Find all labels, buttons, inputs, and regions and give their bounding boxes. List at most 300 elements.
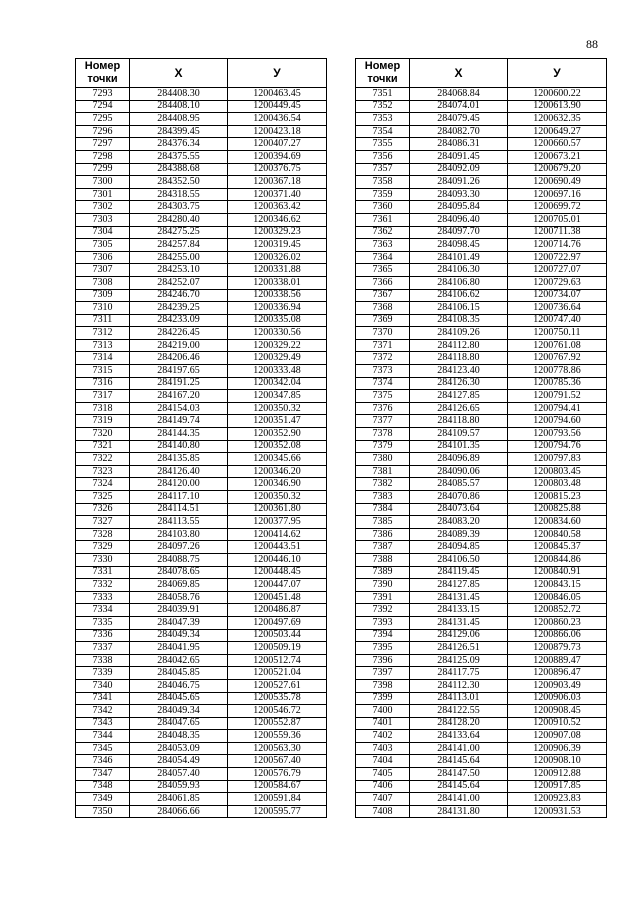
table-row [76, 553, 327, 566]
point-number-cell: 7348 [76, 780, 130, 793]
y-coordinate-cell: 1200794.41 [508, 402, 607, 415]
y-coordinate-cell: 1200326.02 [228, 251, 327, 264]
x-coordinate-cell: 284219.00 [130, 339, 228, 352]
header-point-number-line1: Номер [84, 60, 121, 72]
point-number-cell: 7386 [356, 528, 410, 541]
y-coordinate-cell: 1200736.64 [508, 302, 607, 315]
x-coordinate-cell: 284131.45 [410, 616, 508, 629]
table-row [356, 541, 607, 554]
y-coordinate-cell: 1200917.85 [508, 780, 607, 793]
x-coordinate-cell: 284085.57 [410, 478, 508, 491]
y-coordinate-cell: 1200903.49 [508, 679, 607, 692]
table-row [76, 453, 327, 466]
point-number-cell: 7352 [356, 100, 410, 113]
table-row [356, 415, 607, 428]
x-coordinate-cell: 284103.80 [130, 528, 228, 541]
y-coordinate-cell: 1200448.45 [228, 566, 327, 579]
point-number-cell: 7395 [356, 642, 410, 655]
table-row [356, 352, 607, 365]
x-coordinate-cell: 284090.06 [410, 465, 508, 478]
point-number-cell: 7320 [76, 428, 130, 441]
x-coordinate-cell: 284079.45 [410, 113, 508, 126]
table-row [356, 138, 607, 151]
x-coordinate-cell: 284073.64 [410, 503, 508, 516]
x-coordinate-cell: 284131.45 [410, 591, 508, 604]
y-coordinate-cell: 1200840.58 [508, 528, 607, 541]
x-coordinate-cell: 284127.85 [410, 579, 508, 592]
x-coordinate-cell: 284408.10 [130, 100, 228, 113]
y-coordinate-cell: 1200714.76 [508, 239, 607, 252]
point-number-cell: 7312 [76, 327, 130, 340]
point-number-cell: 7391 [356, 591, 410, 604]
point-number-cell: 7379 [356, 440, 410, 453]
y-coordinate-cell: 1200414.62 [228, 528, 327, 541]
x-coordinate-cell: 284106.80 [410, 276, 508, 289]
point-number-cell: 7368 [356, 302, 410, 315]
x-coordinate-cell: 284253.10 [130, 264, 228, 277]
table-row [76, 226, 327, 239]
table-row [356, 805, 607, 818]
point-number-cell: 7390 [356, 579, 410, 592]
x-coordinate-cell: 284098.45 [410, 239, 508, 252]
x-coordinate-cell: 284113.55 [130, 516, 228, 529]
x-coordinate-cell: 284133.64 [410, 730, 508, 743]
table-row [76, 163, 327, 176]
x-coordinate-cell: 284095.84 [410, 201, 508, 214]
x-coordinate-cell: 284352.50 [130, 176, 228, 189]
table-row [356, 100, 607, 113]
page-number: 88 [586, 37, 598, 51]
x-coordinate-cell: 284088.75 [130, 553, 228, 566]
y-coordinate-cell: 1200346.20 [228, 465, 327, 478]
table-row [76, 377, 327, 390]
y-coordinate-cell: 1200352.08 [228, 440, 327, 453]
y-coordinate-cell: 1200690.49 [508, 176, 607, 189]
point-number-cell: 7384 [356, 503, 410, 516]
point-number-cell: 7354 [356, 125, 410, 138]
x-coordinate-cell: 284275.25 [130, 226, 228, 239]
point-number-cell: 7387 [356, 541, 410, 554]
header-y: У [228, 59, 327, 88]
x-coordinate-cell: 284239.25 [130, 302, 228, 315]
table-row [356, 579, 607, 592]
point-number-cell: 7365 [356, 264, 410, 277]
point-number-cell: 7349 [76, 793, 130, 806]
point-number-cell: 7392 [356, 604, 410, 617]
x-coordinate-cell: 284145.64 [410, 780, 508, 793]
y-coordinate-cell: 1200535.78 [228, 692, 327, 705]
x-coordinate-cell: 284092.09 [410, 163, 508, 176]
table-row [76, 491, 327, 504]
x-coordinate-cell: 284082.70 [410, 125, 508, 138]
y-coordinate-cell: 1200335.08 [228, 314, 327, 327]
point-number-cell: 7406 [356, 780, 410, 793]
table-row [356, 692, 607, 705]
y-coordinate-cell: 1200825.88 [508, 503, 607, 516]
y-coordinate-cell: 1200552.87 [228, 717, 327, 730]
table-row [356, 742, 607, 755]
table-row [76, 705, 327, 718]
table-row [356, 327, 607, 340]
point-number-cell: 7308 [76, 276, 130, 289]
point-number-cell: 7329 [76, 541, 130, 554]
point-number-cell: 7314 [76, 352, 130, 365]
table-row [356, 465, 607, 478]
x-coordinate-cell: 284131.80 [410, 805, 508, 818]
y-coordinate-cell: 1200333.48 [228, 365, 327, 378]
point-number-cell: 7335 [76, 616, 130, 629]
table-header-row [76, 59, 327, 88]
y-coordinate-cell: 1200906.03 [508, 692, 607, 705]
y-coordinate-cell: 1200371.40 [228, 188, 327, 201]
point-number-cell: 7373 [356, 365, 410, 378]
y-coordinate-cell: 1200767.92 [508, 352, 607, 365]
y-coordinate-cell: 1200750.11 [508, 327, 607, 340]
point-number-cell: 7315 [76, 365, 130, 378]
y-coordinate-cell: 1200727.07 [508, 264, 607, 277]
coordinates-table-right [355, 58, 607, 818]
point-number-cell: 7295 [76, 113, 130, 126]
y-coordinate-cell: 1200815.23 [508, 491, 607, 504]
table-row [356, 239, 607, 252]
point-number-cell: 7382 [356, 478, 410, 491]
x-coordinate-cell: 284109.26 [410, 327, 508, 340]
point-number-cell: 7370 [356, 327, 410, 340]
point-number-cell: 7367 [356, 289, 410, 302]
table-row [356, 276, 607, 289]
y-coordinate-cell: 1200563.30 [228, 742, 327, 755]
y-coordinate-cell: 1200407.27 [228, 138, 327, 151]
x-coordinate-cell: 284106.30 [410, 264, 508, 277]
table-row [356, 365, 607, 378]
point-number-cell: 7332 [76, 579, 130, 592]
x-coordinate-cell: 284117.10 [130, 491, 228, 504]
point-number-cell: 7304 [76, 226, 130, 239]
y-coordinate-cell: 1200497.69 [228, 616, 327, 629]
y-coordinate-cell: 1200546.72 [228, 705, 327, 718]
table-row [356, 642, 607, 655]
x-coordinate-cell: 284280.40 [130, 213, 228, 226]
x-coordinate-cell: 284255.00 [130, 251, 228, 264]
table-row [76, 541, 327, 554]
table-row [356, 503, 607, 516]
table-row [76, 100, 327, 113]
table-row [76, 717, 327, 730]
x-coordinate-cell: 284058.76 [130, 591, 228, 604]
y-coordinate-cell: 1200329.23 [228, 226, 327, 239]
x-coordinate-cell: 284106.15 [410, 302, 508, 315]
point-number-cell: 7323 [76, 465, 130, 478]
table-row [356, 516, 607, 529]
y-coordinate-cell: 1200331.88 [228, 264, 327, 277]
point-number-cell: 7318 [76, 402, 130, 415]
point-number-cell: 7383 [356, 491, 410, 504]
point-number-cell: 7342 [76, 705, 130, 718]
table-row [76, 251, 327, 264]
point-number-cell: 7297 [76, 138, 130, 151]
x-coordinate-cell: 284083.20 [410, 516, 508, 529]
point-number-cell: 7339 [76, 667, 130, 680]
x-coordinate-cell: 284106.62 [410, 289, 508, 302]
x-coordinate-cell: 284112.30 [410, 679, 508, 692]
table-row [76, 730, 327, 743]
table-row [76, 176, 327, 189]
y-coordinate-cell: 1200860.23 [508, 616, 607, 629]
table-row [76, 742, 327, 755]
table-row [76, 302, 327, 315]
y-coordinate-cell: 1200521.04 [228, 667, 327, 680]
y-coordinate-cell: 1200840.91 [508, 566, 607, 579]
table-row [76, 138, 327, 151]
point-number-cell: 7401 [356, 717, 410, 730]
table-row [76, 402, 327, 415]
y-coordinate-cell: 1200367.18 [228, 176, 327, 189]
y-coordinate-cell: 1200907.08 [508, 730, 607, 743]
table-row [76, 503, 327, 516]
header-x: X [410, 59, 508, 88]
header-point-number-line2: точки [367, 73, 398, 85]
x-coordinate-cell: 284144.35 [130, 428, 228, 441]
y-coordinate-cell: 1200785.36 [508, 377, 607, 390]
point-number-cell: 7334 [76, 604, 130, 617]
y-coordinate-cell: 1200866.06 [508, 629, 607, 642]
coordinates-table-left [75, 58, 327, 818]
x-coordinate-cell: 284191.25 [130, 377, 228, 390]
table-row [76, 213, 327, 226]
y-coordinate-cell: 1200527.61 [228, 679, 327, 692]
y-coordinate-cell: 1200463.45 [228, 88, 327, 101]
point-number-cell: 7371 [356, 339, 410, 352]
table-row [76, 629, 327, 642]
x-coordinate-cell: 284118.80 [410, 415, 508, 428]
table-row [356, 730, 607, 743]
point-number-cell: 7303 [76, 213, 130, 226]
point-number-cell: 7331 [76, 566, 130, 579]
point-number-cell: 7404 [356, 755, 410, 768]
point-number-cell: 7319 [76, 415, 130, 428]
point-number-cell: 7357 [356, 163, 410, 176]
point-number-cell: 7327 [76, 516, 130, 529]
x-coordinate-cell: 284046.75 [130, 679, 228, 692]
point-number-cell: 7316 [76, 377, 130, 390]
x-coordinate-cell: 284053.09 [130, 742, 228, 755]
point-number-cell: 7328 [76, 528, 130, 541]
x-coordinate-cell: 284233.09 [130, 314, 228, 327]
table-row [76, 692, 327, 705]
x-coordinate-cell: 284147.50 [410, 768, 508, 781]
x-coordinate-cell: 284091.26 [410, 176, 508, 189]
y-coordinate-cell: 1200486.87 [228, 604, 327, 617]
x-coordinate-cell: 284126.51 [410, 642, 508, 655]
y-coordinate-cell: 1200329.49 [228, 352, 327, 365]
x-coordinate-cell: 284042.65 [130, 654, 228, 667]
table-row [76, 465, 327, 478]
y-coordinate-cell: 1200345.66 [228, 453, 327, 466]
point-number-cell: 7325 [76, 491, 130, 504]
point-number-cell: 7361 [356, 213, 410, 226]
table-row [356, 213, 607, 226]
point-number-cell: 7336 [76, 629, 130, 642]
table-row [356, 616, 607, 629]
y-coordinate-cell: 1200576.79 [228, 768, 327, 781]
y-coordinate-cell: 1200330.56 [228, 327, 327, 340]
point-number-cell: 7351 [356, 88, 410, 101]
y-coordinate-cell: 1200794.60 [508, 415, 607, 428]
y-coordinate-cell: 1200889.47 [508, 654, 607, 667]
table-row [356, 629, 607, 642]
point-number-cell: 7389 [356, 566, 410, 579]
point-number-cell: 7385 [356, 516, 410, 529]
x-coordinate-cell: 284048.35 [130, 730, 228, 743]
x-coordinate-cell: 284118.80 [410, 352, 508, 365]
table-header-row [356, 59, 607, 88]
y-coordinate-cell: 1200791.52 [508, 390, 607, 403]
header-point-number-line2: точки [87, 73, 118, 85]
y-coordinate-cell: 1200923.83 [508, 793, 607, 806]
y-coordinate-cell: 1200559.36 [228, 730, 327, 743]
y-coordinate-cell: 1200729.63 [508, 276, 607, 289]
x-coordinate-cell: 284226.45 [130, 327, 228, 340]
point-number-cell: 7299 [76, 163, 130, 176]
x-coordinate-cell: 284101.49 [410, 251, 508, 264]
x-coordinate-cell: 284061.85 [130, 793, 228, 806]
x-coordinate-cell: 284128.20 [410, 717, 508, 730]
table-row [76, 805, 327, 818]
table-row [76, 780, 327, 793]
y-coordinate-cell: 1200509.19 [228, 642, 327, 655]
point-number-cell: 7359 [356, 188, 410, 201]
table-row [356, 717, 607, 730]
table-row [76, 201, 327, 214]
y-coordinate-cell: 1200747.40 [508, 314, 607, 327]
x-coordinate-cell: 284108.35 [410, 314, 508, 327]
x-coordinate-cell: 284375.55 [130, 150, 228, 163]
point-number-cell: 7380 [356, 453, 410, 466]
y-coordinate-cell: 1200834.60 [508, 516, 607, 529]
point-number-cell: 7302 [76, 201, 130, 214]
point-number-cell: 7403 [356, 742, 410, 755]
x-coordinate-cell: 284070.86 [410, 491, 508, 504]
x-coordinate-cell: 284112.80 [410, 339, 508, 352]
table-row [76, 793, 327, 806]
x-coordinate-cell: 284039.91 [130, 604, 228, 617]
table-row [76, 415, 327, 428]
y-coordinate-cell: 1200761.08 [508, 339, 607, 352]
point-number-cell: 7307 [76, 264, 130, 277]
y-coordinate-cell: 1200319.45 [228, 239, 327, 252]
table-row [356, 793, 607, 806]
y-coordinate-cell: 1200350.32 [228, 491, 327, 504]
table-row [356, 390, 607, 403]
table-row [356, 705, 607, 718]
table-row [356, 226, 607, 239]
table-row [356, 314, 607, 327]
table-row [356, 667, 607, 680]
x-coordinate-cell: 284096.89 [410, 453, 508, 466]
table-row [76, 679, 327, 692]
header-y: У [508, 59, 607, 88]
y-coordinate-cell: 1200595.77 [228, 805, 327, 818]
point-number-cell: 7306 [76, 251, 130, 264]
point-number-cell: 7345 [76, 742, 130, 755]
point-number-cell: 7343 [76, 717, 130, 730]
x-coordinate-cell: 284097.26 [130, 541, 228, 554]
point-number-cell: 7400 [356, 705, 410, 718]
point-number-cell: 7296 [76, 125, 130, 138]
table-row [356, 251, 607, 264]
point-number-cell: 7341 [76, 692, 130, 705]
table-row [76, 604, 327, 617]
table-row [356, 755, 607, 768]
x-coordinate-cell: 284126.30 [410, 377, 508, 390]
x-coordinate-cell: 284096.40 [410, 213, 508, 226]
table-row [76, 390, 327, 403]
point-number-cell: 7375 [356, 390, 410, 403]
table-row [76, 352, 327, 365]
x-coordinate-cell: 284408.30 [130, 88, 228, 101]
table-row [76, 654, 327, 667]
point-number-cell: 7326 [76, 503, 130, 516]
point-number-cell: 7305 [76, 239, 130, 252]
point-number-cell: 7377 [356, 415, 410, 428]
x-coordinate-cell: 284114.51 [130, 503, 228, 516]
table-row [356, 125, 607, 138]
y-coordinate-cell: 1200896.47 [508, 667, 607, 680]
x-coordinate-cell: 284154.03 [130, 402, 228, 415]
point-number-cell: 7363 [356, 239, 410, 252]
table-row [76, 339, 327, 352]
point-number-cell: 7405 [356, 768, 410, 781]
table-row [76, 289, 327, 302]
table-row [356, 339, 607, 352]
point-number-cell: 7366 [356, 276, 410, 289]
table-row [76, 327, 327, 340]
y-coordinate-cell: 1200649.27 [508, 125, 607, 138]
x-coordinate-cell: 284149.74 [130, 415, 228, 428]
y-coordinate-cell: 1200632.35 [508, 113, 607, 126]
x-coordinate-cell: 284041.95 [130, 642, 228, 655]
y-coordinate-cell: 1200443.51 [228, 541, 327, 554]
x-coordinate-cell: 284078.65 [130, 566, 228, 579]
y-coordinate-cell: 1200338.56 [228, 289, 327, 302]
table-row [356, 478, 607, 491]
x-coordinate-cell: 284066.66 [130, 805, 228, 818]
table-row [356, 679, 607, 692]
table-row [356, 453, 607, 466]
header-point-number-line1: Номер [364, 60, 401, 72]
table-row [76, 125, 327, 138]
y-coordinate-cell: 1200910.52 [508, 717, 607, 730]
point-number-cell: 7358 [356, 176, 410, 189]
point-number-cell: 7311 [76, 314, 130, 327]
table-row [356, 150, 607, 163]
x-coordinate-cell: 284074.01 [410, 100, 508, 113]
point-number-cell: 7324 [76, 478, 130, 491]
y-coordinate-cell: 1200591.84 [228, 793, 327, 806]
y-coordinate-cell: 1200329.22 [228, 339, 327, 352]
y-coordinate-cell: 1200803.48 [508, 478, 607, 491]
table-row [356, 163, 607, 176]
x-coordinate-cell: 284106.50 [410, 553, 508, 566]
point-number-cell: 7300 [76, 176, 130, 189]
x-coordinate-cell: 284049.34 [130, 629, 228, 642]
x-coordinate-cell: 284119.45 [410, 566, 508, 579]
x-coordinate-cell: 284133.15 [410, 604, 508, 617]
table-row [76, 440, 327, 453]
y-coordinate-cell: 1200846.05 [508, 591, 607, 604]
point-number-cell: 7374 [356, 377, 410, 390]
point-number-cell: 7340 [76, 679, 130, 692]
